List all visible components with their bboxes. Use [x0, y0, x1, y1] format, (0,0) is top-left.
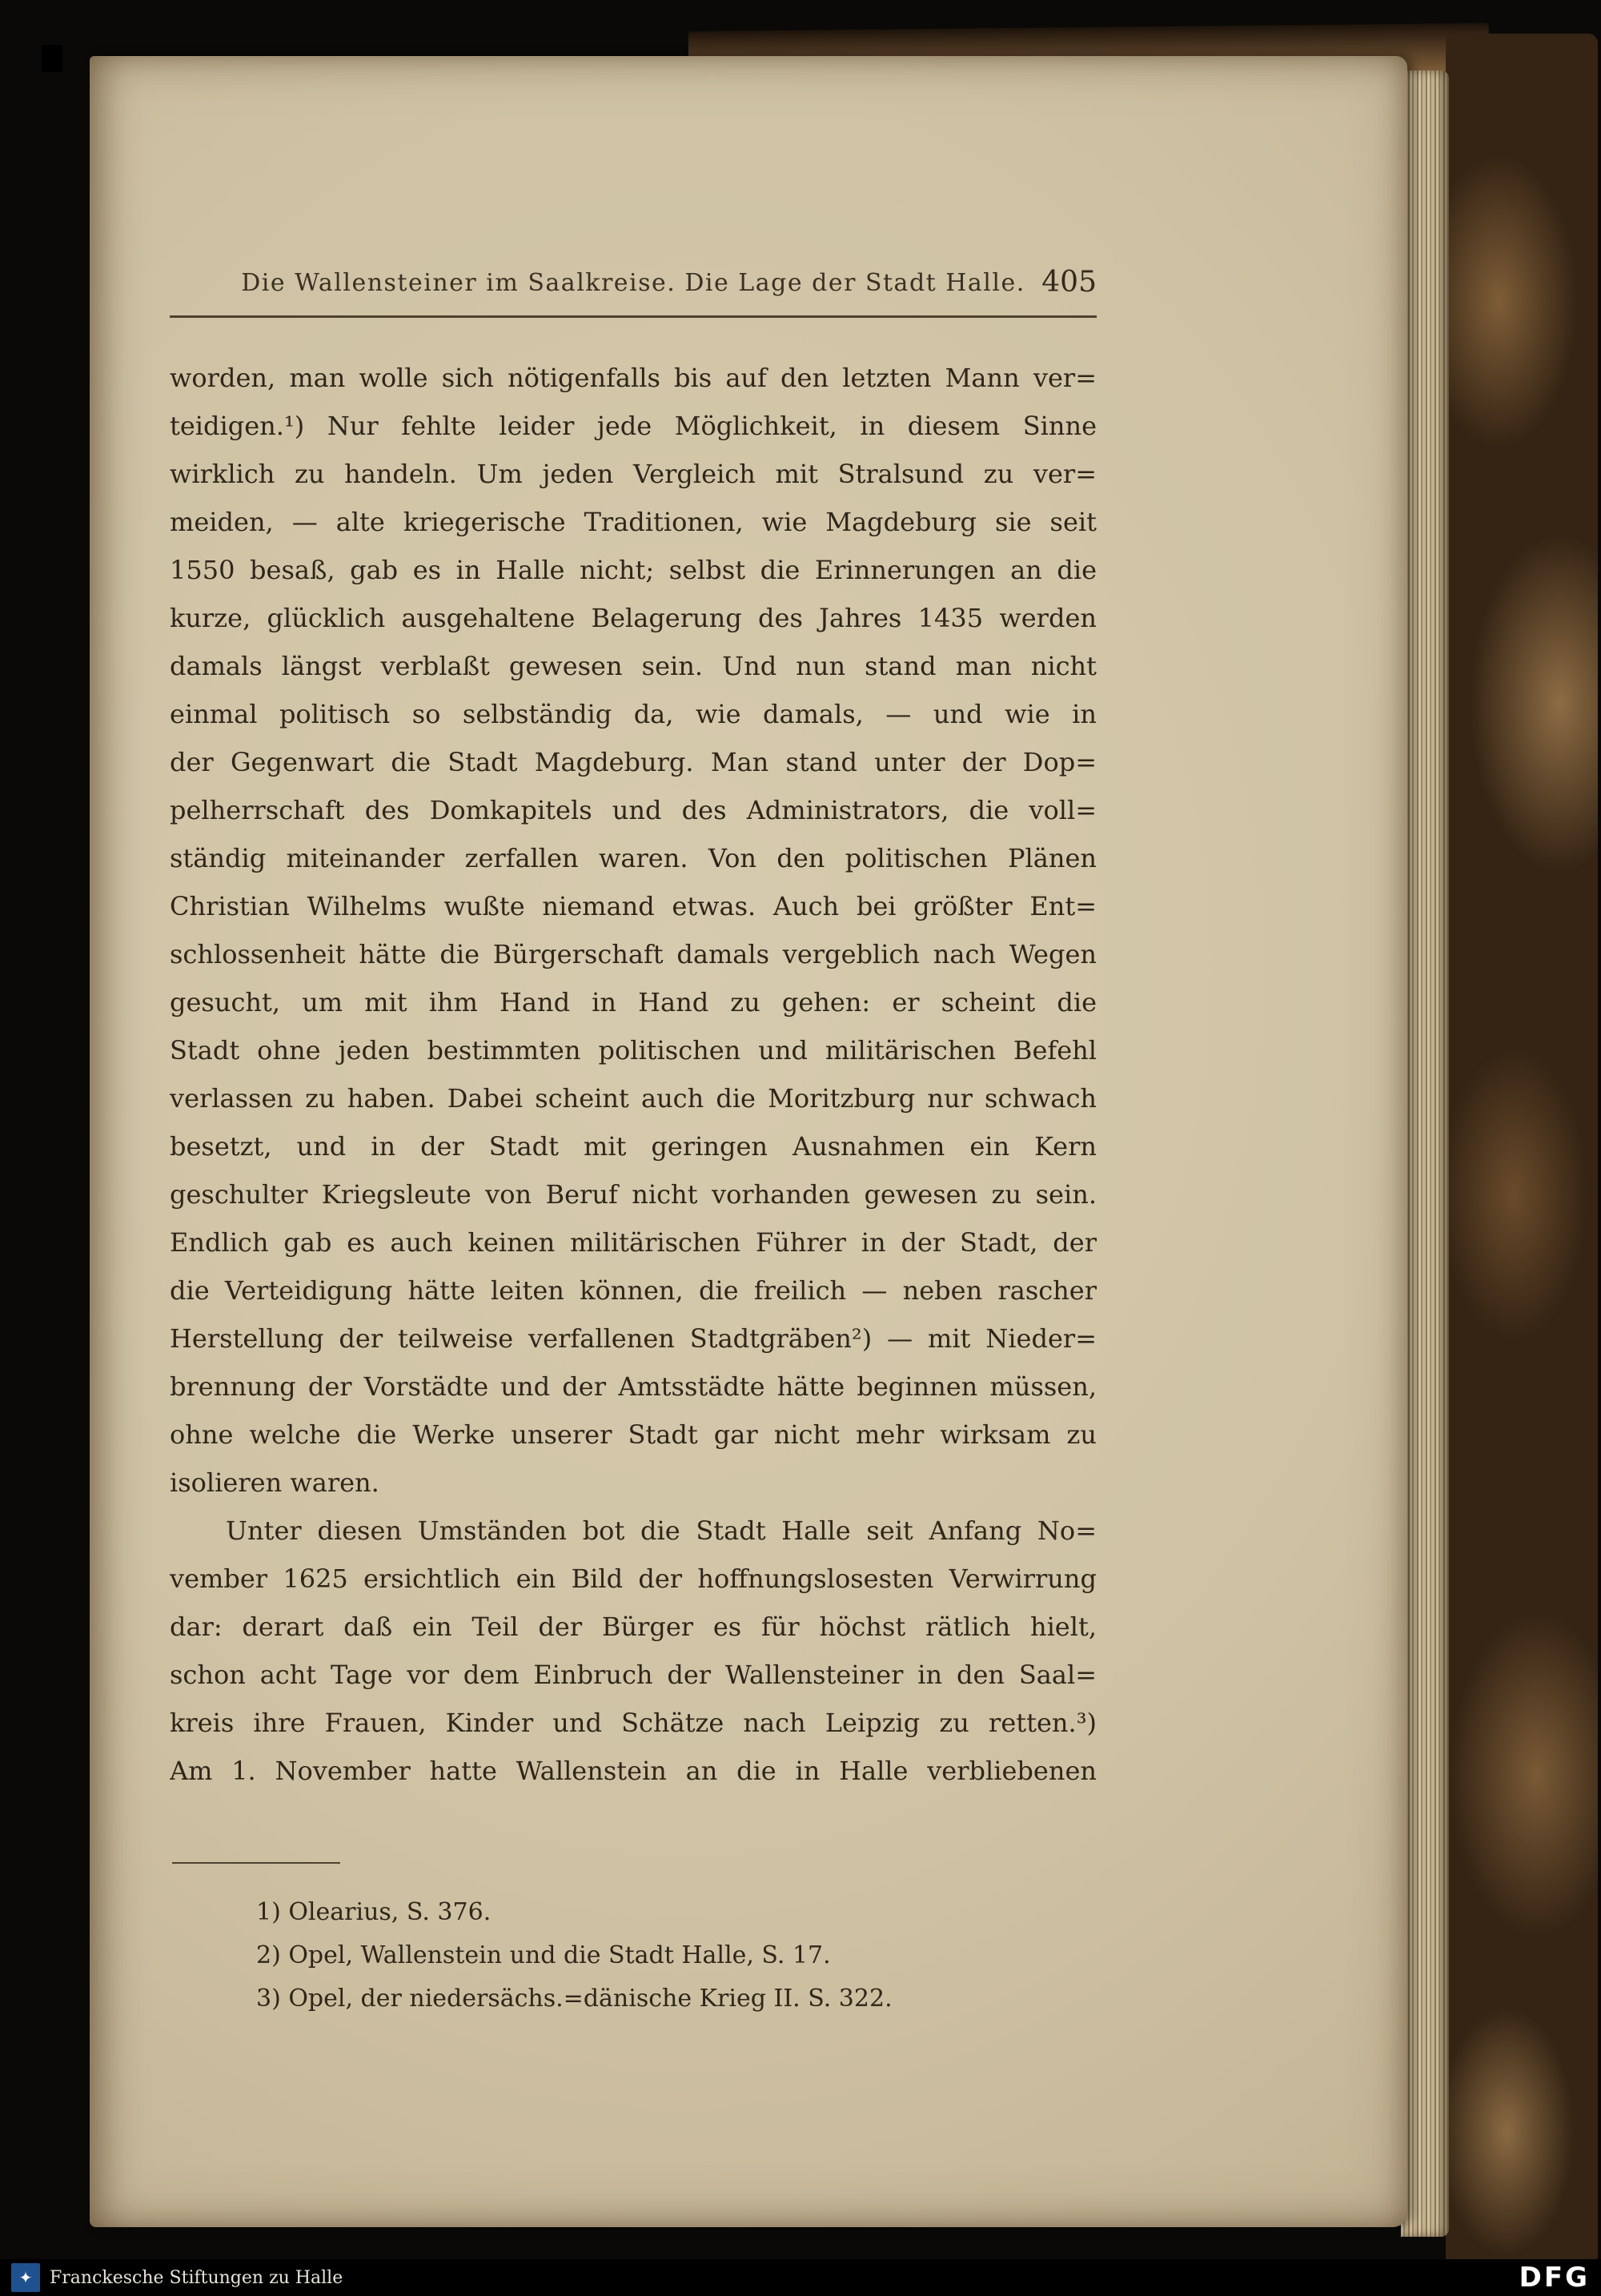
- text-line: damals längst verblaßt gewesen sein. Und nun stand man nicht: [170, 651, 1097, 681]
- text-line: ohne welche die Werke unserer Stadt gar nicht mehr wirksam zu: [170, 1419, 1097, 1450]
- text-line: verlassen zu haben. Dabei scheint auch die Moritzburg nur schwach: [170, 1083, 1097, 1114]
- text-line: der Gegenwart die Stadt Magdeburg. Man stand unter der Dop=: [170, 747, 1097, 777]
- text-line: besetzt, und in der Stadt mit geringen Ausnahmen ein Kern: [170, 1131, 1097, 1162]
- paragraph-2: [170, 1507, 1097, 1795]
- text-line: 2) Opel, Wallenstein und die Stadt Halle, S. 17.: [256, 1941, 831, 1969]
- running-title: Die Wallensteiner im Saalkreise. Die Lage der Stadt Halle.: [241, 269, 1025, 297]
- text-line: schon acht Tage vor dem Einbruch der Wallensteiner in den Saal=: [170, 1660, 1097, 1690]
- franckesche-stiftungen-logo: ✦: [11, 2263, 40, 2292]
- viewer-footer: [0, 2259, 1601, 2296]
- archive-label: Franckesche Stiftungen zu Halle: [50, 2267, 343, 2288]
- text-line: 3) Opel, der niedersächs.=dänische Krieg II. S. 322.: [256, 1985, 893, 2013]
- page-stack-edges: [1401, 70, 1449, 2237]
- text-line: teidigen.¹) Nur fehlte leider jede Möglichkeit, in diesem Sinne: [170, 411, 1097, 441]
- text-line: 1550 besaß, gab es in Halle nicht; selbst die Erinnerungen an die: [170, 555, 1097, 585]
- text-line: schlossenheit hätte die Bürgerschaft damals vergeblich nach Wegen: [170, 939, 1097, 969]
- body-text: [170, 354, 1097, 1795]
- text-line: die Verteidigung hätte leiten können, die freilich — neben rascher: [170, 1275, 1097, 1306]
- text-line: ständig miteinander zerfallen waren. Von den politischen Plänen: [170, 843, 1097, 873]
- text-line: geschulter Kriegsleute von Beruf nicht vorhanden gewesen zu sein.: [170, 1179, 1097, 1210]
- footer-left: [11, 2263, 343, 2292]
- footnotes: [256, 1891, 1097, 2021]
- text-line: meiden, — alte kriegerische Traditionen, wie Magdeburg sie seit: [170, 507, 1097, 537]
- text-line: 1) Olearius, S. 376.: [256, 1898, 492, 1926]
- text-line: Christian Wilhelms wußte niemand etwas. Auch bei größter Ent=: [170, 891, 1097, 921]
- header-rule: [170, 315, 1097, 318]
- text-line: kreis ihre Frauen, Kinder und Schätze nach Leipzig zu retten.³): [170, 1708, 1097, 1738]
- text-line: kurze, glücklich ausgehaltene Belagerung des Jahres 1435 werden: [170, 603, 1097, 633]
- text-line: Stadt ohne jeden bestimmten politischen und militärischen Befehl: [170, 1035, 1097, 1066]
- text-line: Herstellung der teilweise verfallenen Stadtgräben²) — mit Nieder=: [170, 1323, 1097, 1354]
- text-line: gesucht, um mit ihm Hand in Hand zu gehen: er scheint die: [170, 987, 1097, 1018]
- scanner-corner-mark: [42, 45, 62, 72]
- text-line: brennung der Vorstädte und der Amtsstädte hätte beginnen müssen,: [170, 1371, 1097, 1402]
- text-line: einmal politisch so selbständig da, wie damals, — und wie in: [170, 699, 1097, 729]
- footnote-rule: [172, 1862, 340, 1864]
- paragraph-1: [170, 354, 1097, 1507]
- text-line: worden, man wolle sich nötigenfalls bis auf den letzten Mann ver=: [170, 363, 1097, 393]
- text-line: wirklich zu handeln. Um jeden Vergleich mit Stralsund zu ver=: [170, 459, 1097, 489]
- text-line: vember 1625 ersichtlich ein Bild der hoffnungslosesten Verwirrung: [170, 1563, 1097, 1594]
- book-cover-marbled: [1446, 34, 1598, 2266]
- text-line: dar: derart daß ein Teil der Bürger es für höchst rätlich hielt,: [170, 1612, 1097, 1642]
- dfg-logo: DFG: [1519, 2262, 1590, 2294]
- text-line: Endlich gab es auch keinen militärischen Führer in der Stadt, der: [170, 1227, 1097, 1258]
- book-page: [90, 56, 1407, 2227]
- page-header: [170, 266, 1097, 307]
- text-line: pelherrschaft des Domkapitels und des Administrators, die voll=: [170, 795, 1097, 825]
- text-line: Am 1. November hatte Wallenstein an die in Halle verbliebenen: [170, 1756, 1097, 1786]
- text-line: isolieren waren.: [170, 1467, 379, 1498]
- text-line: Unter diesen Umständen bot die Stadt Halle seit Anfang No=: [226, 1515, 1097, 1546]
- page-number: 405: [1041, 266, 1097, 299]
